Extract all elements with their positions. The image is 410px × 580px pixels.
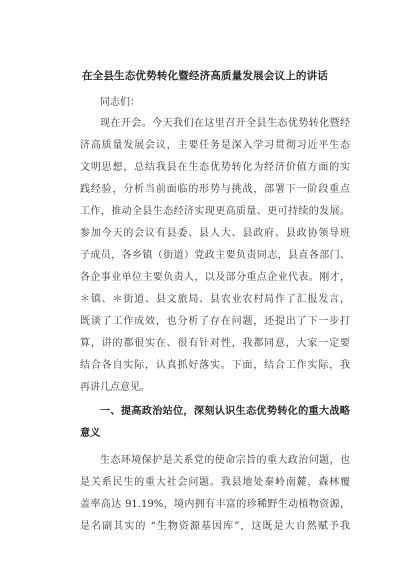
paragraph-line: 既谈了工作成效，也分析了存在问题，还提出了下一步打 [80,316,350,327]
paragraph-line: ＊镇、＊街道、县文旅局、县农业农村局作了汇报发言， [80,294,350,305]
paragraph-line: 济高质量发展会议，主要任务是深入学习贯彻习近平生态 [80,140,350,151]
salutation: 同志们： [100,97,140,108]
paragraph-line: 文明思想，总结我县在生态优势转化为经济价值方面的实 [80,162,350,173]
paragraph-line: 是关系民生的重大社会问题。我县地处秦岭南麓，森林覆 [80,477,350,488]
paragraph-line: 践经验，分析当前面临的形势与挑战，部署下一阶段重点 [80,184,350,195]
document-title: 在全县生态优势转化暨经济高质量发展会议上的讲话 [81,70,329,82]
paragraph-line: 算，讲的都很实在、很有针对性，我都同意，大家一定要 [80,338,350,349]
paragraph-line: 子成员，各乡镇（街道）党政主要负责同志，县直各部门、 [80,250,350,261]
paragraph-line: 工作，推动全县生态经济实现更高质量、更可持续的发展。 [80,206,350,217]
paragraph-line: 各企事业单位主要负责人，以及部分重点企业代表。刚才， [80,272,350,283]
paragraph-line: 生态环境保护是关系党的使命宗旨的重大政治问题，也 [100,455,350,466]
section-heading: 意义 [80,427,101,439]
section-heading: 一、提高政治站位，深刻认识生态优势转化的重大战略 [100,405,350,417]
paragraph-line: 盖率高达 91.19%，境内拥有丰富的珍稀野生动植物资源， [80,499,350,510]
paragraph-line: 参加今天的会议有县委、县人大、县政府、县政协领导班 [80,228,350,239]
paragraph-line: 现在开会。今天我们在这里召开全县生态优势转化暨经 [100,118,350,129]
paragraph-line: 再讲几点意见。 [80,382,150,393]
paragraph-line: 是名副其实的 “生物资源基因库”，这既是大自然赋予我 [80,521,350,532]
paragraph-line: 结合各自实际，认真抓好落实。下面，结合工作实际，我 [80,360,350,371]
